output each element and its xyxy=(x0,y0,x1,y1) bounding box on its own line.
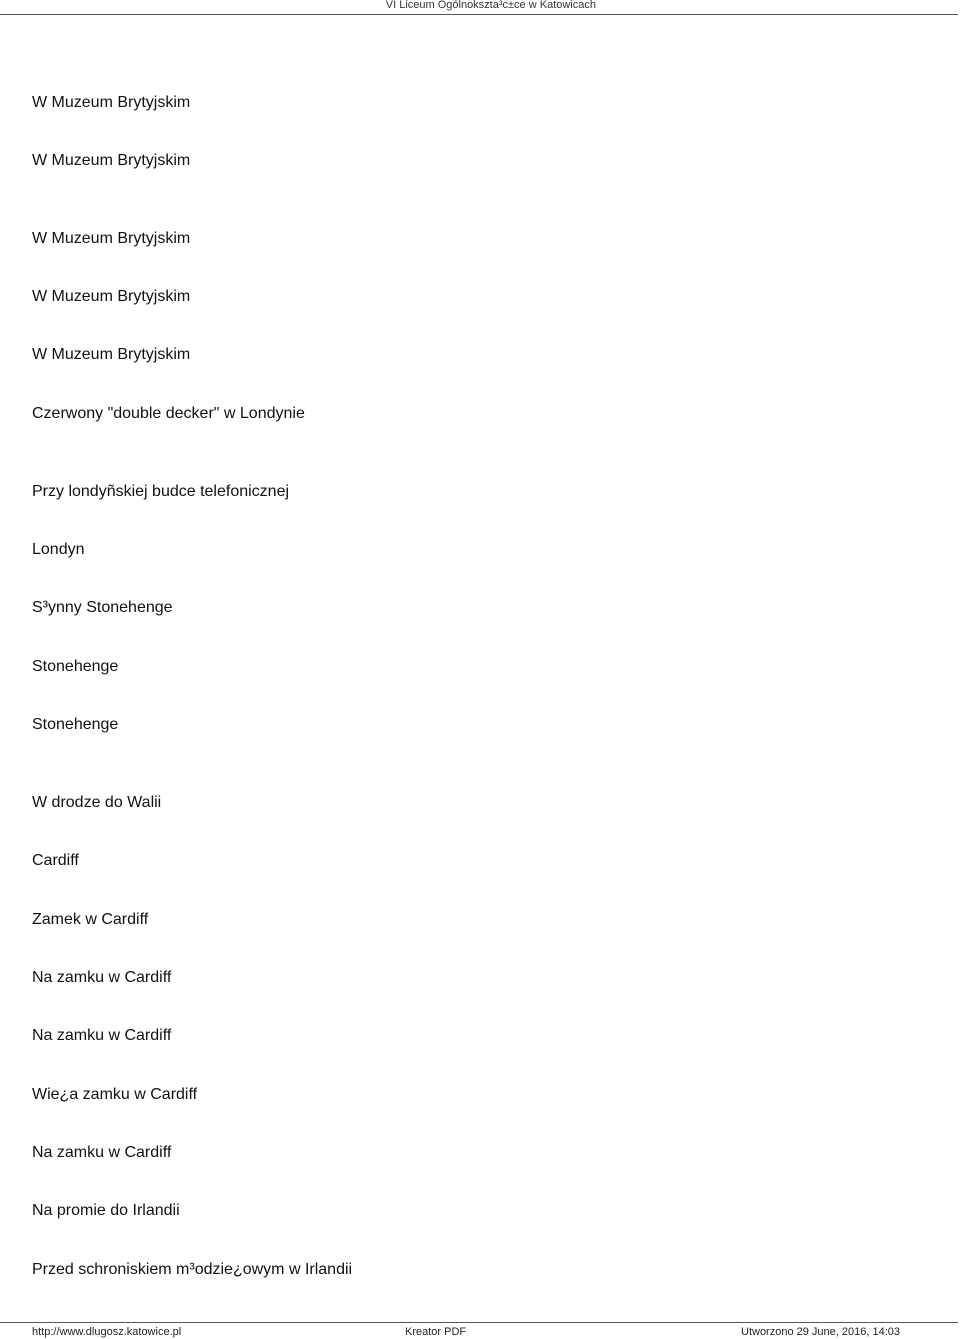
photo-caption: W Muzeum Brytyjskim xyxy=(32,288,191,305)
page-footer xyxy=(0,1322,958,1339)
header-site-name: VI Liceum Ogólnokszta³c±ce w Katowicach xyxy=(385,0,596,11)
photo-caption: W Muzeum Brytyjskim xyxy=(32,152,191,169)
photo-caption: Zamek w Cardiff xyxy=(32,911,149,928)
page-header xyxy=(0,0,958,15)
photo-caption: Na zamku w Cardiff xyxy=(32,1027,172,1044)
photo-caption: Na zamku w Cardiff xyxy=(32,1144,172,1161)
photo-caption: W drodze do Walii xyxy=(32,794,162,811)
photo-caption: Przed schroniskiem m³odzie¿owym w Irlandii xyxy=(32,1261,353,1278)
photo-caption: W Muzeum Brytyjskim xyxy=(32,230,191,247)
photo-caption: Czerwony "double decker" w Londynie xyxy=(32,405,305,422)
photo-caption: Wie¿a zamku w Cardiff xyxy=(32,1086,198,1103)
photo-caption: Przy londyñskiej budce telefonicznej xyxy=(32,483,290,500)
photo-caption: Stonehenge xyxy=(32,658,119,675)
photo-caption: Cardiff xyxy=(32,852,79,869)
photo-caption: S³ynny Stonehenge xyxy=(32,599,173,616)
photo-caption: Stonehenge xyxy=(32,716,119,733)
photo-caption: Na zamku w Cardiff xyxy=(32,969,172,986)
footer-created-date: Utworzono 29 June, 2016, 14:03 xyxy=(741,1326,901,1338)
photo-caption: Na promie do Irlandii xyxy=(32,1202,180,1219)
footer-url-link[interactable]: http://www.dlugosz.katowice.pl xyxy=(32,1326,182,1338)
footer-creator: Kreator PDF xyxy=(405,1326,467,1338)
photo-caption: W Muzeum Brytyjskim xyxy=(32,94,191,111)
photo-caption: W Muzeum Brytyjskim xyxy=(32,346,191,363)
photo-caption: Londyn xyxy=(32,541,85,558)
